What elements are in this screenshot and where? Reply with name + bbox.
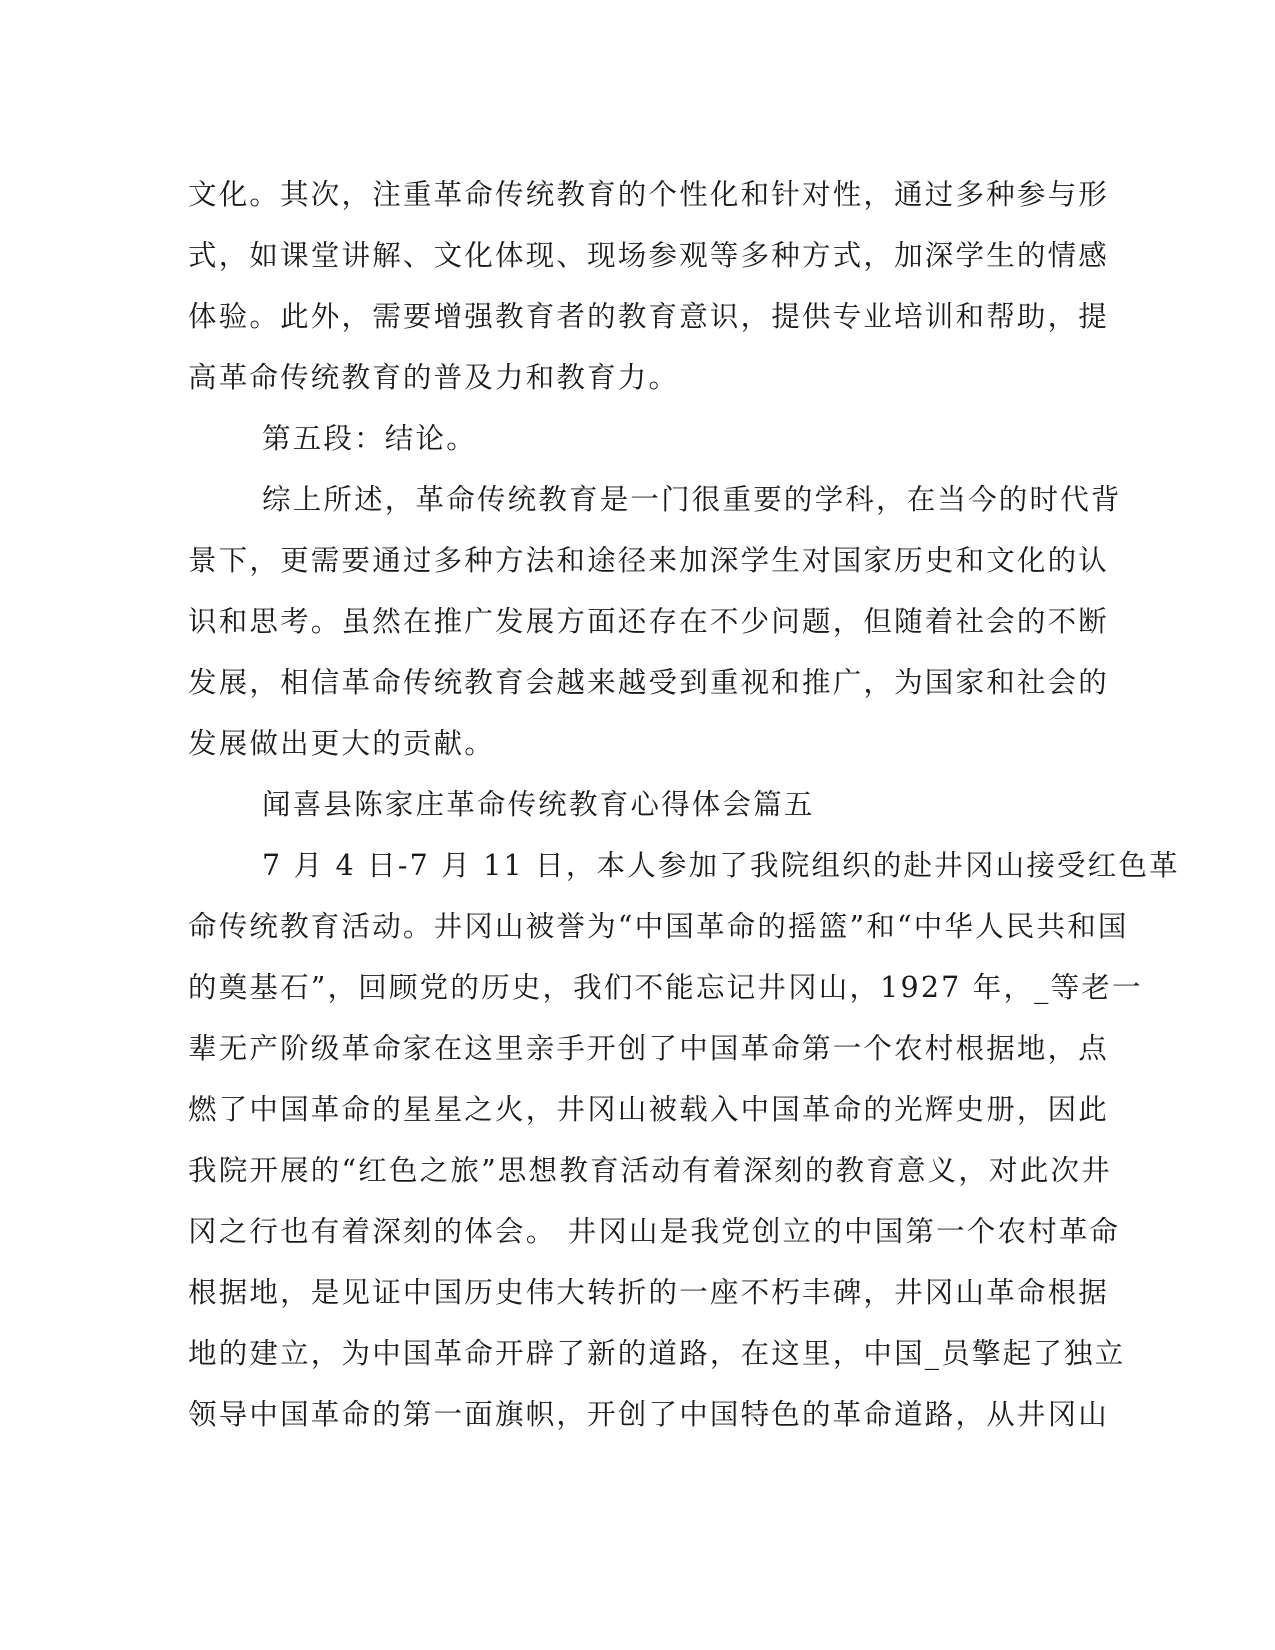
section-heading: 第五段：结论。 xyxy=(262,422,477,455)
text-line: 根据地，是见证中国历史伟大转折的一座不朽丰碑，井冈山革命根据 xyxy=(188,1276,1110,1309)
text-line: 地的建立，为中国革命开辟了新的道路，在这里，中国_员擎起了独立 xyxy=(188,1337,1126,1370)
text-line: 燃了中国革命的星星之火，井冈山被载入中国革命的光辉史册，因此 xyxy=(188,1093,1110,1126)
document-body xyxy=(188,164,1180,1445)
text-line: 发展，相信革命传统教育会越来越受到重视和推广，为国家和社会的 xyxy=(188,666,1110,699)
text-line: 冈之行也有着深刻的体会。 井冈山是我党创立的中国第一个农村革命 xyxy=(188,1215,1121,1248)
paragraph-start: 综上所述，革命传统教育是一门很重要的学科，在当今的时代背 xyxy=(262,483,1122,516)
article-title: 闻喜县陈家庄革命传统教育心得体会篇五 xyxy=(262,788,815,821)
text-line: 识和思考。虽然在推广发展方面还存在不少问题，但随着社会的不断 xyxy=(188,605,1110,638)
text-line: 领导中国革命的第一面旗帜，开创了中国特色的革命道路，从井冈山 xyxy=(188,1398,1110,1431)
text-line: 体验。此外，需要增强教育者的教育意识，提供专业培训和帮助，提 xyxy=(188,300,1110,333)
text-line: 辈无产阶级革命家在这里亲手开创了中国革命第一个农村根据地，点 xyxy=(188,1032,1110,1065)
text-line: 高革命传统教育的普及力和教育力。 xyxy=(188,361,680,394)
text-line: 命传统教育活动。井冈山被誉为“中国革命的摇篮”和“中华人民共和国 xyxy=(188,910,1129,943)
text-line: 景下，更需要通过多种方法和途径来加深学生对国家历史和文化的认 xyxy=(188,544,1110,577)
text-line: 我院开展的“红色之旅”思想教育活动有着深刻的教育意义，对此次井 xyxy=(188,1154,1112,1187)
text-line: 式，如课堂讲解、文化体现、现场参观等多种方式，加深学生的情感 xyxy=(188,239,1110,272)
paragraph-start: 7 月 4 日-7 月 11 日，本人参加了我院组织的赴井冈山接受红色革 xyxy=(262,849,1180,882)
text-line: 文化。其次，注重革命传统教育的个性化和针对性，通过多种参与形 xyxy=(188,178,1110,211)
text-line: 的奠基石”，回顾党的历史，我们不能忘记井冈山，1927 年，_等老一 xyxy=(188,971,1143,1004)
text-line: 发展做出更大的贡献。 xyxy=(188,727,496,760)
